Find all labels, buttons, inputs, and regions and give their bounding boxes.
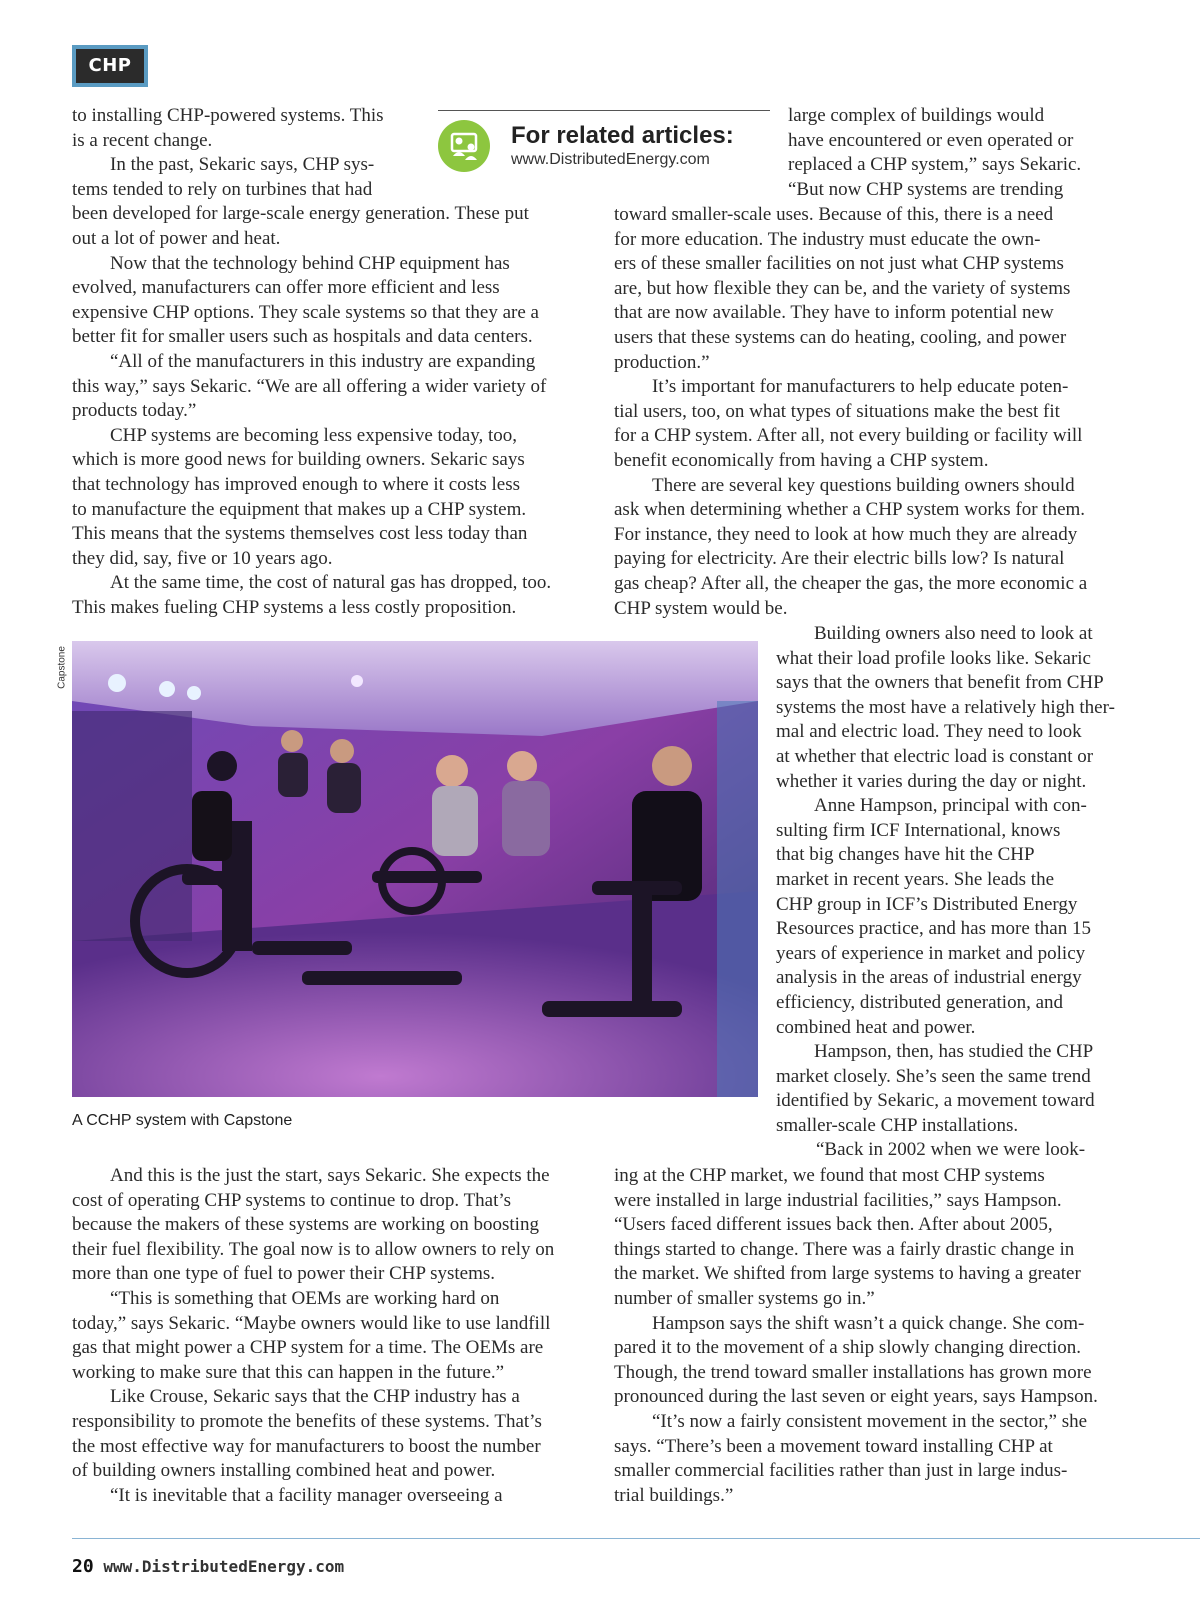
text-line: are, but how flexible they can be, and the variety of systems xyxy=(614,277,1071,299)
text-line: evolved, manufacturers can offer more efficient and less xyxy=(72,277,500,299)
body-text-col2-bottom xyxy=(614,1164,1134,1508)
text-line: says. “There’s been a movement toward installing CHP at xyxy=(614,1435,1053,1457)
text-line: that big changes have hit the CHP xyxy=(776,844,1035,866)
text-line: tial users, too, on what types of situations make the best fit xyxy=(614,400,1060,422)
text-line: large complex of buildings would xyxy=(788,105,1045,126)
body-text-col2-right xyxy=(776,622,1156,1163)
text-line: the market. We shifted from large systems to having a greater xyxy=(614,1263,1081,1285)
text-line: out a lot of power and heat. xyxy=(72,227,281,249)
text-line: whether it varies during the day or night. xyxy=(776,770,1087,792)
text-line: benefit economically from having a CHP system. xyxy=(614,449,989,471)
text-line: ers of these smaller facilities on not just what CHP systems xyxy=(614,253,1064,275)
text-line: trial buildings.” xyxy=(614,1484,734,1506)
text-line: is a recent change. xyxy=(72,129,213,151)
text-line: of building owners installing combined heat and power. xyxy=(72,1460,496,1482)
text-line: were installed in large industrial facilities,” says Hampson. xyxy=(614,1189,1062,1211)
text-line: And this is the just the start, says Sekaric. She expects the xyxy=(110,1165,550,1186)
text-line: In the past, Sekaric says, CHP sys- xyxy=(110,154,375,176)
text-line: CHP group in ICF’s Distributed Energy xyxy=(776,893,1078,915)
body-text-col2-mid xyxy=(614,203,1134,621)
text-line: combined heat and power. xyxy=(776,1016,976,1038)
page-footer xyxy=(72,1556,344,1577)
text-line: smaller-scale CHP installations. xyxy=(776,1114,1019,1136)
text-line: for a CHP system. After all, not every building or facility will xyxy=(614,425,1083,447)
text-line: this way,” says Sekaric. “We are all offering a wider variety of xyxy=(72,375,547,397)
text-line: market closely. She’s seen the same trend xyxy=(776,1065,1091,1087)
related-articles-box[interactable] xyxy=(438,110,770,182)
text-line: sulting firm ICF International, knows xyxy=(776,819,1061,841)
text-line: gas cheap? After all, the cheaper the gas, the more economic a xyxy=(614,572,1088,594)
text-line: Hampson says the shift wasn’t a quick change. She com- xyxy=(652,1312,1085,1334)
text-line: they did, say, five or 10 years ago. xyxy=(72,547,333,569)
text-line: things started to change. There was a fairly drastic change in xyxy=(614,1238,1075,1260)
text-line: products today.” xyxy=(72,400,197,422)
text-line: Like Crouse, Sekaric says that the CHP industry has a xyxy=(110,1386,520,1408)
text-line: because the makers of these systems are working on boosting xyxy=(72,1214,539,1236)
text-line: For instance, they need to look at how much they are already xyxy=(614,523,1078,545)
text-line: today,” says Sekaric. “Maybe owners would like to use landfill xyxy=(72,1312,551,1334)
text-line: efficiency, distributed generation, and xyxy=(776,991,1064,1013)
text-line: says that the owners that benefit from CHP xyxy=(776,672,1104,694)
text-line: Now that the technology behind CHP equipment has xyxy=(110,252,510,274)
photo-caption: A CCHP system with Capstone xyxy=(72,1112,293,1129)
text-line: what their load profile looks like. Sekaric xyxy=(776,647,1091,669)
text-line: that are now available. They have to inform potential new xyxy=(614,302,1054,324)
text-line: smaller commercial facilities rather than just in large indus- xyxy=(614,1460,1068,1482)
text-line: more than one type of fuel to power their CHP systems. xyxy=(72,1263,496,1285)
photo-credit: Capstone xyxy=(56,646,68,689)
cycling-class-photo xyxy=(72,641,758,1097)
text-line: years of experience in market and policy xyxy=(776,942,1086,964)
text-line: working to make sure that this can happen in the future.” xyxy=(72,1361,505,1383)
text-line: been developed for large-scale energy generation. These put xyxy=(72,203,529,225)
text-line: systems the most have a relatively high ther- xyxy=(776,696,1115,718)
footer-url[interactable]: www.DistributedEnergy.com xyxy=(103,1557,345,1576)
text-line: that technology has improved enough to where it costs less xyxy=(72,473,520,495)
text-line: at whether that electric load is constant or xyxy=(776,745,1094,767)
text-line: expensive CHP options. They scale systems so that they are a xyxy=(72,301,539,323)
section-tag: CHP xyxy=(72,45,148,87)
text-line: users that these systems can do heating, cooling, and power xyxy=(614,326,1067,348)
text-line: “It is inevitable that a facility manager overseeing a xyxy=(110,1484,503,1506)
text-line: replaced a CHP system,” says Sekaric. xyxy=(788,154,1082,176)
related-articles-url[interactable]: www.DistributedEnergy.com xyxy=(511,151,710,168)
text-line: gas that might power a CHP system for a time. The OEMs are xyxy=(72,1337,544,1359)
text-line: Resources practice, and has more than 15 xyxy=(776,918,1091,940)
text-line: identified by Sekaric, a movement toward xyxy=(776,1090,1095,1112)
text-line: It’s important for manufacturers to help educate poten- xyxy=(652,376,1069,398)
text-line: to manufacture the equipment that makes up a CHP system. xyxy=(72,498,527,520)
text-line: paying for electricity. Are their electric bills low? Is natural xyxy=(614,548,1065,570)
text-line: production.” xyxy=(614,351,710,373)
text-line: “Back in 2002 when we were look- xyxy=(816,1139,1086,1161)
text-line: Building owners also need to look at xyxy=(814,623,1093,644)
text-line: “All of the manufacturers in this industry are expanding xyxy=(110,350,536,372)
text-line: mal and electric load. They need to look xyxy=(776,721,1082,743)
body-text-col2-top xyxy=(788,104,1128,202)
text-line: which is more good news for building owners. Sekaric says xyxy=(72,449,525,471)
text-line: pared it to the movement of a ship slowly changing direction. xyxy=(614,1337,1081,1359)
text-line: This means that the systems themselves cost less today than xyxy=(72,523,528,545)
related-articles-title: For related articles: xyxy=(511,122,734,149)
text-line: to installing CHP-powered systems. This xyxy=(72,105,384,126)
text-line: market in recent years. She leads the xyxy=(776,868,1055,890)
text-line: “It’s now a fairly consistent movement in the sector,” she xyxy=(652,1410,1088,1432)
text-line: analysis in the areas of industrial energy xyxy=(776,967,1082,989)
text-line: Anne Hampson, principal with con- xyxy=(814,795,1087,817)
text-line: cost of operating CHP systems to continue to drop. That’s xyxy=(72,1189,512,1211)
text-line: have encountered or even operated or xyxy=(788,129,1074,151)
text-line: the most effective way for manufacturers to boost the number xyxy=(72,1435,541,1457)
text-line: “Users faced different issues back then. After about 2005, xyxy=(614,1214,1053,1236)
footer-rule xyxy=(72,1538,1200,1539)
text-line: This makes fueling CHP systems a less costly proposition. xyxy=(72,596,517,618)
text-line: At the same time, the cost of natural gas has dropped, too. xyxy=(110,572,552,594)
text-line: pronounced during the last seven or eight years, says Hampson. xyxy=(614,1386,1098,1408)
text-line: ask when determining whether a CHP system works for them. xyxy=(614,499,1086,521)
text-line: ing at the CHP market, we found that most CHP systems xyxy=(614,1165,1045,1186)
text-line: better fit for smaller users such as hospitals and data centers. xyxy=(72,326,533,348)
text-line: their fuel flexibility. The goal now is to allow owners to rely on xyxy=(72,1238,555,1260)
people-presentation-icon xyxy=(438,120,490,172)
body-text-col1-bottom xyxy=(72,1164,592,1508)
text-line: There are several key questions building owners should xyxy=(652,474,1075,496)
text-line: “This is something that OEMs are working hard on xyxy=(110,1287,500,1309)
text-line: tems tended to rely on turbines that had xyxy=(72,178,373,200)
text-line: CHP systems are becoming less expensive today, too, xyxy=(110,424,518,446)
page-number: 20 xyxy=(72,1556,94,1577)
text-line: CHP system would be. xyxy=(614,597,788,619)
text-line: number of smaller systems go in.” xyxy=(614,1287,875,1309)
text-line: toward smaller-scale uses. Because of this, there is a need xyxy=(614,204,1054,225)
text-line: Hampson, then, has studied the CHP xyxy=(814,1041,1094,1063)
text-line: Though, the trend toward smaller installations has grown more xyxy=(614,1361,1092,1383)
text-line: for more education. The industry must educate the own- xyxy=(614,228,1041,250)
text-line: responsibility to promote the benefits of these systems. That’s xyxy=(72,1410,542,1432)
text-line: “But now CHP systems are trending xyxy=(788,178,1064,200)
